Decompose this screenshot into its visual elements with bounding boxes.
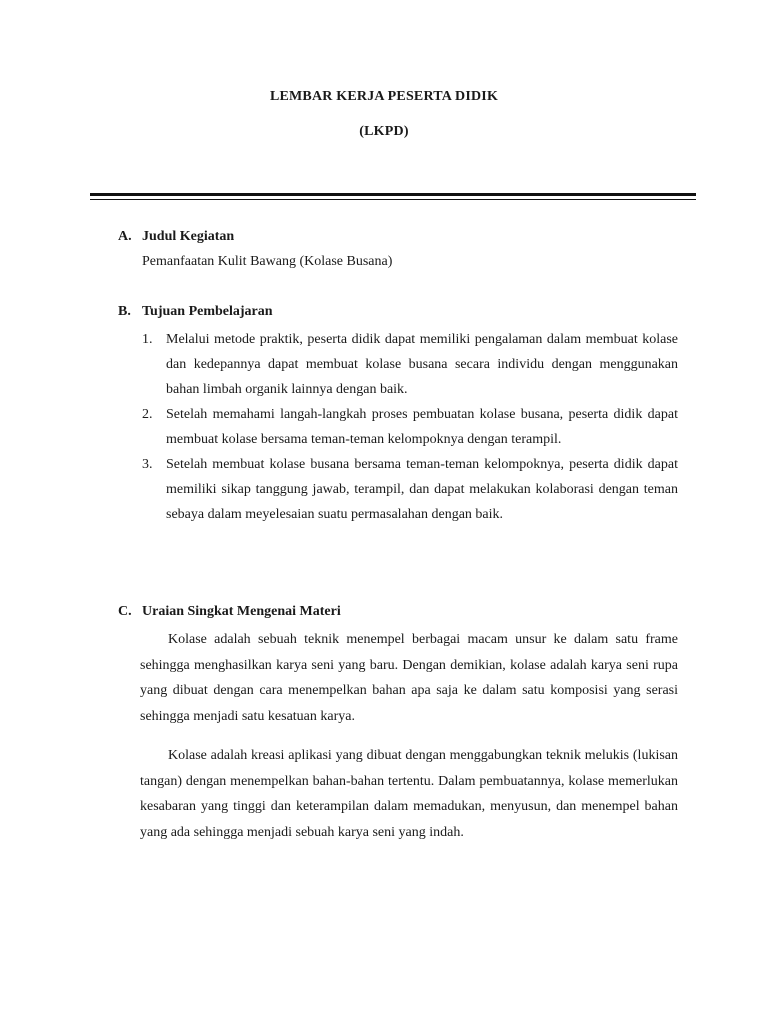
document-subtitle: (LKPD)	[359, 124, 409, 139]
list-item	[142, 327, 678, 402]
list-item-text: Melalui metode praktik, peserta didik dapat memiliki pengalaman dalam membuat kolase dan kedepannya dapat membuat kolase busana secara individu dengan menggunakan bahan limbah organik lainnya dengan baik.	[166, 332, 678, 397]
list-item-text: Setelah membuat kolase busana bersama teman-teman kelompoknya, peserta didik dapat memiliki sikap tanggung jawab, terampil, dan dapat melakukan kolaborasi dengan teman sebaya dalam meyelesaian suatu permasalahan dengan baik.	[166, 457, 678, 522]
section-judul-kegiatan	[118, 227, 678, 271]
section-heading-text: Uraian Singkat Mengenai Materi	[142, 604, 341, 619]
header-divider-thick	[90, 193, 696, 196]
list-item	[142, 452, 678, 527]
activity-title: Pemanfaatan Kulit Bawang (Kolase Busana)	[142, 254, 393, 269]
list-item-number: 2.	[142, 407, 153, 422]
list-item-number: 1.	[142, 332, 153, 347]
section-uraian-materi	[118, 602, 678, 859]
material-paragraph: Kolase adalah sebuah teknik menempel berbagai macam unsur ke dalam satu frame sehingga menghasilkan karya seni yang baru. Dengan demikian, kolase adalah karya seni rupa yang dibuat dengan cara menempelkan bahan apa saja ke dalam satu komposisi yang serasi sehingga menjadi satu kesatuan karya.	[140, 632, 678, 724]
section-tujuan-pembelajaran	[118, 302, 678, 527]
section-heading	[118, 602, 678, 621]
list-item-number: 3.	[142, 457, 153, 472]
goals-list	[118, 327, 678, 527]
list-item-text: Setelah memahami langah-langkah proses pembuatan kolase busana, peserta didik dapat membuat kolase bersama teman-teman kelompoknya dengan terampil.	[166, 407, 678, 447]
section-letter: C.	[118, 604, 132, 619]
section-letter: B.	[118, 304, 131, 319]
list-item	[142, 402, 678, 452]
material-paragraph: Kolase adalah kreasi aplikasi yang dibuat dengan menggabungkan teknik melukis (lukisan tangan) dengan menempelkan bahan-bahan tertentu. Dalam pembuatannya, kolase memerlukan kesabaran yang tinggi dan keterampilan dalam memadukan, menyusun, dan menempel bahan yang ada sehingga menjadi sebuah karya seni yang indah.	[140, 748, 678, 840]
section-heading-text: Tujuan Pembelajaran	[142, 304, 273, 319]
section-heading-text: Judul Kegiatan	[142, 229, 235, 244]
header-divider-thin	[90, 199, 696, 200]
section-heading	[118, 302, 678, 321]
document-title: LEMBAR KERJA PESERTA DIDIK	[269, 89, 499, 104]
section-heading	[118, 227, 678, 246]
section-letter: A.	[118, 229, 132, 244]
